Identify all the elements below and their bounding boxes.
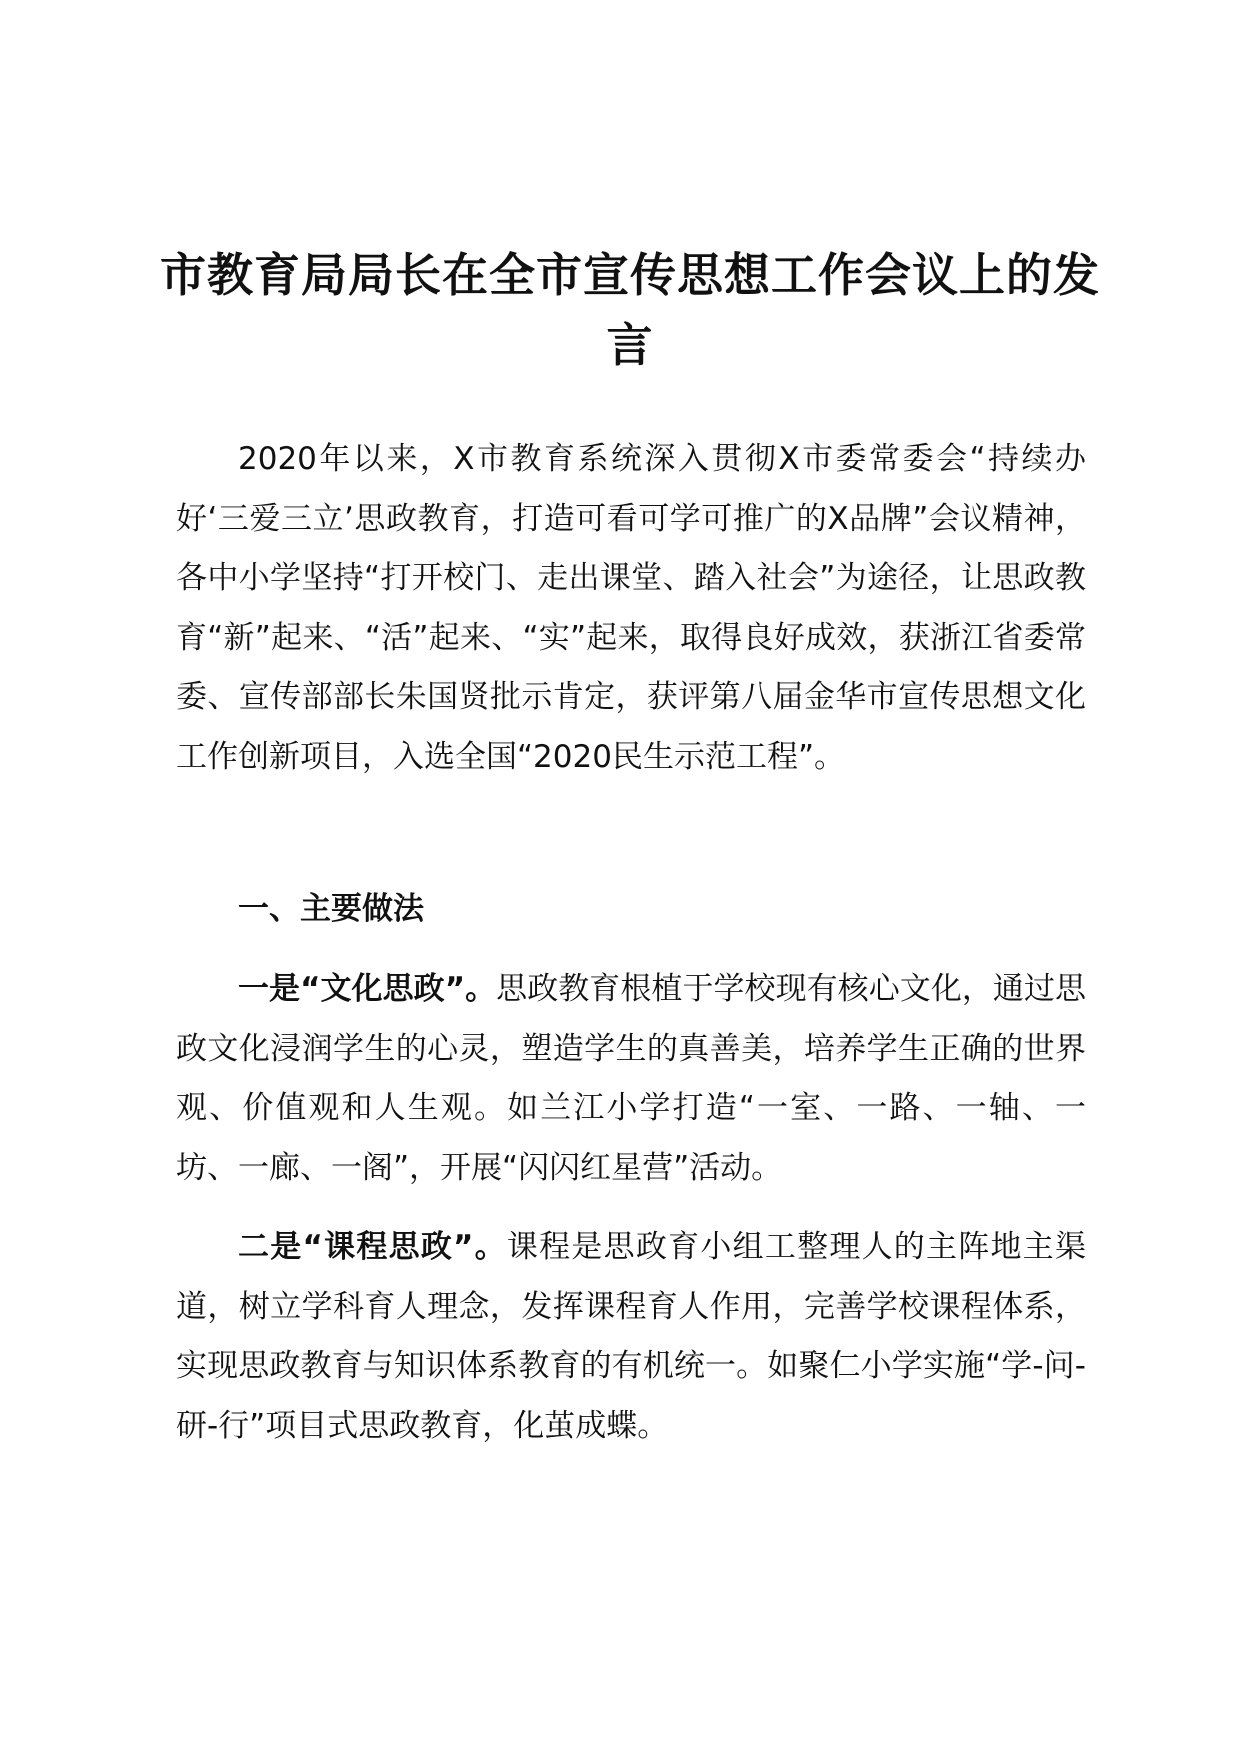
- document-title: 市教育局局长在全市宣传思想工作会议上的发言: [160, 248, 1100, 372]
- point-lead: 一是“文化思政”。: [238, 971, 497, 1007]
- point-text: 思政教育根植于学校现有核心文化，通过思政文化浸润学生的心灵，塑造学生的真善美，培养学生正确的世界观、价值观和人生观。如兰江小学打造“一室、一路、一轴、一坊、一廊、一阁”，开展“闪闪红星营”活动。: [176, 971, 1087, 1186]
- point-paragraph-culture: [176, 960, 1086, 1198]
- point-text: 课程是思政育小组工整理人的主阵地主渠道，树立学科育人理念，发挥课程育人作用，完善学校课程体系，实现思政教育与知识体系教育的有机统一。如聚仁小学实施“学-问-研-行”项目式思政教育，化茧成蝶。: [176, 1229, 1087, 1444]
- intro-paragraph: 2020年以来，X市教育系统深入贯彻X市委常委会“持续办好‘三爱三立’思政教育，打造可看可学可推广的X品牌”会议精神，各中小学坚持“打开校门、走出课堂、踏入社会”为途径，让思政教育“新”起来、“活”起来、“实”起来，取得良好成效，获浙江省委常委、宣传部部长朱国贤批示肯定，获评第八届金华市宣传思想文化工作创新项目，入选全国“2020民生示范工程”。: [176, 441, 1086, 775]
- section-heading: 一、主要做法: [238, 891, 424, 927]
- point-lead: 二是“课程思政”。: [238, 1229, 507, 1265]
- point-paragraph-curriculum: [176, 1218, 1086, 1456]
